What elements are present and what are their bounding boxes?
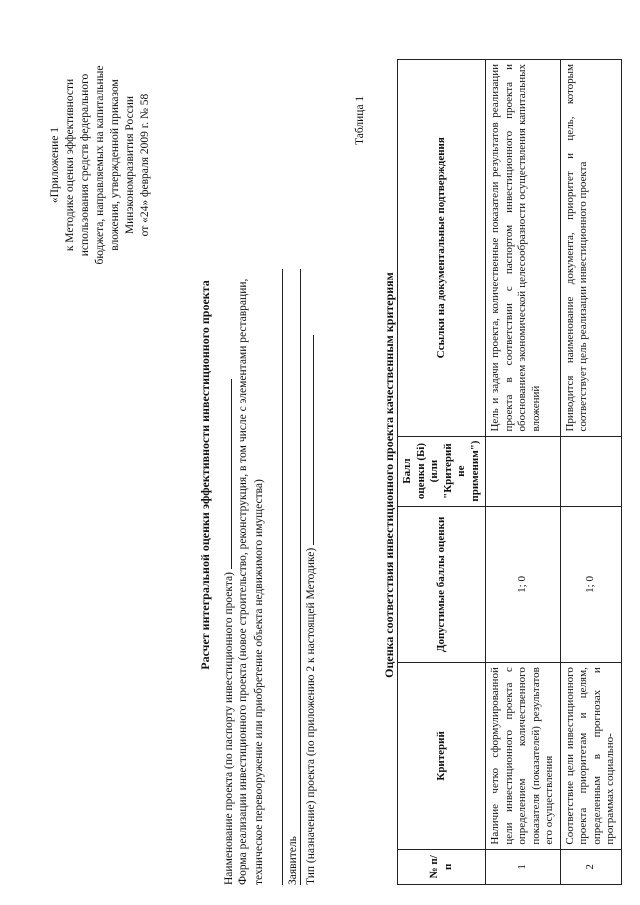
appendix-line: «Приложение 1 (49, 126, 61, 204)
table-row (486, 60, 561, 885)
implementation-form-field-cont (252, 479, 267, 885)
header-references: Ссылки на документальные подтверждения (398, 60, 486, 437)
row-reference: Приводится наименование документа, приоритет и цель, которым соответствует цель реализации инвестиционного проекта (560, 60, 621, 437)
appendix-line: бюджета, направляемых на капитальные (94, 65, 106, 265)
header-number: № п/п (398, 849, 486, 884)
implementation-form-label-cont: техническое перевооружение или приобретение объекта недвижимого имущества) (253, 479, 265, 885)
appendix-line: вложения, утвержденной приказом (109, 79, 121, 251)
project-type-blank (302, 335, 314, 545)
applicant-field (286, 836, 301, 885)
header-allowed-scores: Допустимые баллы оценки (398, 506, 486, 663)
table-label: Таблица 1 (354, 95, 366, 145)
blank-line (282, 269, 283, 885)
table-header-row (398, 60, 486, 885)
row-number: 2 (560, 849, 621, 884)
row-criterion: Соответствие цели инвестиционного проекта приоритетам и целям, определенным в прогнозах и программах социально- (560, 663, 621, 849)
appendix-line: от «24» февраля 2009 г. № 58 (139, 93, 151, 237)
implementation-form-field (236, 279, 251, 885)
table-title: Оценка соответствия инвестиционного проекта качественным критериям (382, 272, 396, 678)
row-score-value (486, 436, 561, 506)
project-name-label: Наименование проекта (по паспорту инвестиционного проекта) (223, 572, 235, 885)
row-criterion: Наличие четко сформулированной цели инвестиционного проекта с определением количественного показателя (показателей) результатов его осуществления (486, 663, 561, 849)
appendix-line: к Методике оценки эффективности (64, 78, 76, 252)
section-title: Расчет интегральной оценки эффективности инвестиционного проекта (198, 280, 212, 670)
table-row (560, 60, 621, 885)
applicant-blank (300, 269, 301, 885)
header-score: Балл оценки (Бi) (или "Критерий не применим") (398, 436, 486, 506)
row-score-value (560, 436, 621, 506)
row-allowed-scores: 1; 0 (486, 506, 561, 663)
project-name-blank (220, 379, 232, 569)
project-type-label: Тип (назначение) проекта (по приложению 2 к настоящей Методике) (305, 547, 317, 885)
applicant-label: Заявитель (287, 836, 299, 885)
appendix-header (48, 45, 153, 285)
row-allowed-scores: 1; 0 (560, 506, 621, 663)
row-number: 1 (486, 849, 561, 884)
project-name-field (220, 379, 237, 885)
criteria-table (397, 59, 622, 885)
project-type-field (302, 335, 319, 885)
row-reference: Цель и задачи проекта, количественные показатели результатов реализации проекта в соответствии с паспортом инвестиционного проекта и обоснованием экономической целесообразности осуществления капитальных вложений (486, 60, 561, 437)
implementation-form-label: Форма реализации инвестиционного проекта (новое строительство, реконструкция, в том числе с элементами реставрации, (237, 278, 249, 885)
appendix-line: Минэкономразвития России (124, 95, 136, 235)
header-criterion: Критерий (398, 663, 486, 849)
appendix-line: использования средств федерального (79, 73, 91, 257)
